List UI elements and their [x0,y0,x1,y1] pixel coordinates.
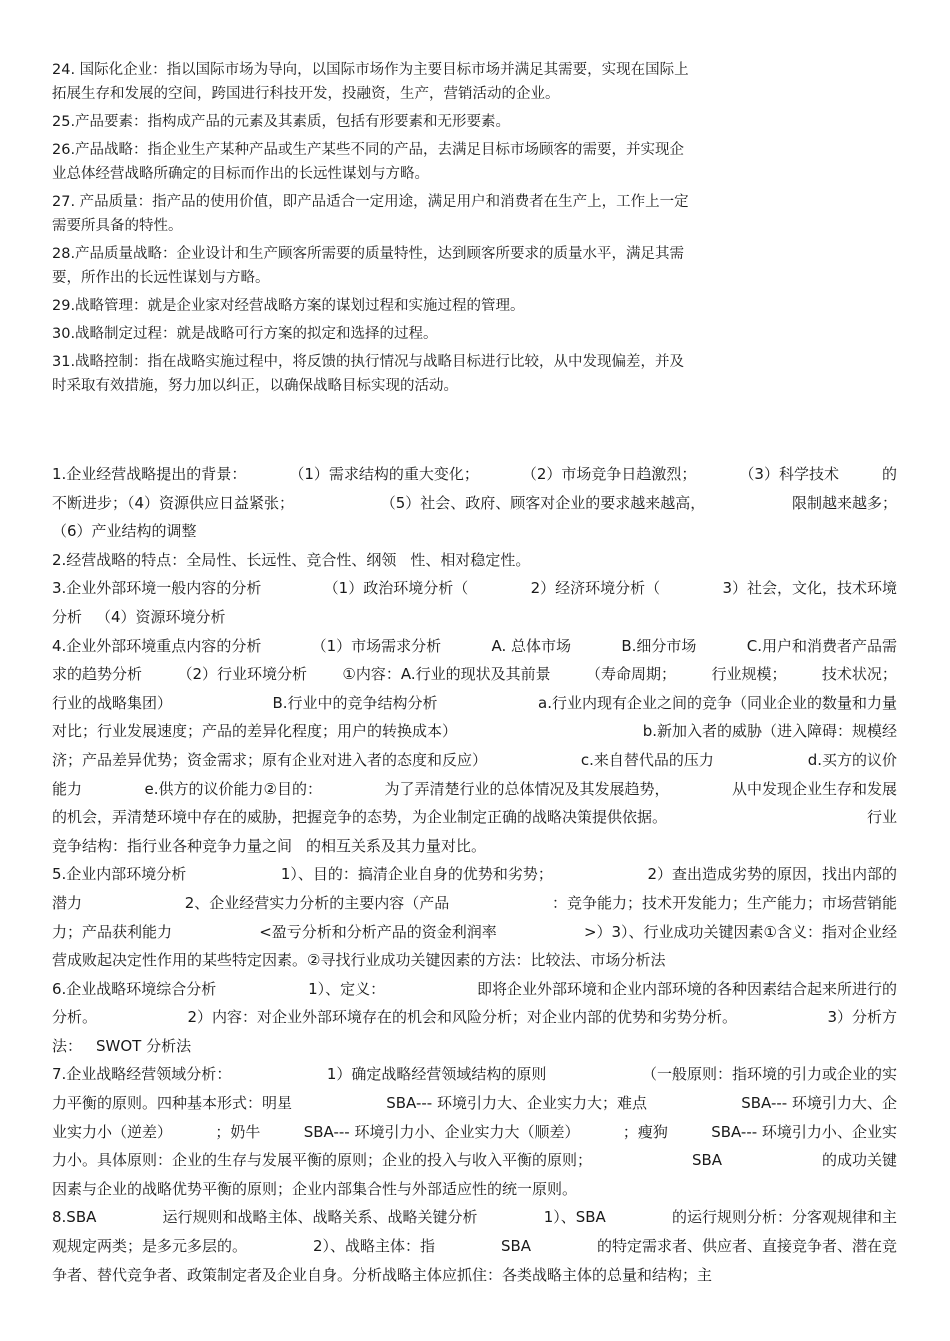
text-line [52,1032,897,1061]
text-segment: 1）、定义： [308,979,386,998]
text-segment: （6）产业结构的调整 [52,522,197,541]
text-line: 拓展生存和发展的空间，跨国进行科技开发，投融资，生产，营销活动的企业。 [52,86,560,102]
text-segment: （3）科学技术 [739,465,839,483]
text-line [52,717,897,746]
text-segment: B.细分市场 [621,636,697,655]
text-segment: 业实力小（逆差） [52,1122,173,1141]
text-segment: ①内容：A.行业的现状及其前景 [342,665,551,684]
text-segment: 行业 [866,808,897,827]
text-segment: （一般原则：指环境的引力或企业的实 [641,1065,897,1084]
question-paragraph [52,975,897,1061]
text-line: 时采取有效措施，努力加以纠正，以确保战略目标实现的活动。 [52,378,458,394]
text-line [52,746,897,775]
text-segment: d.买方的议价 [807,750,897,769]
text-line [52,460,897,489]
text-segment: 行业规模； [711,665,787,684]
text-segment: SBA--- 环境引力大、企 [741,1094,897,1113]
question-paragraph [52,574,897,631]
text-segment: 1.企业经营战略提出的背景： [52,465,247,483]
text-segment: 潜力 [52,893,83,912]
text-segment: 1）、SBA [543,1208,606,1227]
text-segment: ；瘦狗 [622,1122,668,1141]
text-line: 24. 国际化企业：指以国际市场为导向，以国际市场作为主要目标市场并满足其需要，实现在国际上 [52,62,689,78]
text-segment: 3）社会，文化，技术环境 [722,579,897,598]
definition-paragraph [52,294,822,318]
text-line [52,603,897,632]
text-segment: <盈亏分析和分析产品的资金利润率 [259,922,497,941]
text-segment: （2）行业环境分析 [177,665,307,684]
text-segment: 为了弄清楚行业的总体情况及其发展趋势， [384,779,670,798]
text-segment: ：竞争能力；技术开发能力；生产能力；市场营销能 [551,893,897,912]
text-line [52,775,897,804]
text-segment: 力；产品获利能力 [52,922,173,941]
definition-paragraph [52,138,822,186]
text-segment: B.行业中的竞争结构分析 [272,693,438,712]
text-line [52,946,897,975]
text-segment: 1）确定战略经营领域结构的原则 [326,1065,547,1084]
text-line [52,1003,897,1032]
text-line: 需要所具备的特性。 [52,218,183,234]
text-segment: 4.企业外部环境重点内容的分析 [52,636,262,655]
text-segment: 2）经济环境分析（ [530,579,661,598]
text-line [52,1175,897,1204]
text-line [52,489,897,518]
text-segment: 6.企业战略环境综合分析 [52,979,217,998]
text-segment: 竞争结构：指行业各种竞争力量之间 [52,836,293,855]
text-line [52,660,897,689]
text-segment: （2）市场竞争日趋激烈； [521,465,697,483]
text-segment: >）3）、行业成功关键因素①含义：指对企业经 [583,922,897,941]
text-line [52,1261,897,1290]
text-segment: e.供方的议价能力②目的： [144,779,322,798]
text-segment: 的运行规则分析：分客观规律和主 [671,1208,897,1227]
text-segment: 营成败起决定性作用的某些特定因素。②寻找行业成功关键因素的方法：比较法、市场分析法 [52,951,666,970]
text-segment: 力小。具体原则：企业的生存与发展平衡的原则；企业的投入与收入平衡的原则； [52,1151,593,1170]
text-segment: SBA--- 环境引力大、企业实力大；难点 [386,1094,647,1113]
text-segment: 观规定两类；是多元多层的。 [52,1237,248,1256]
text-line [52,1146,897,1175]
text-line [52,632,897,661]
text-segment: 的特定需求者、供应者、直接竞争者、潜在竞 [596,1237,897,1256]
text-line: 30.战略制定过程：就是战略可行方案的拟定和选择的过程。 [52,326,438,342]
question-paragraph [52,1203,897,1289]
text-segment: 济；产品差异优势；资金需求；原有企业对进入者的态度和反应） [52,750,488,769]
definition-paragraph [52,110,822,134]
text-segment: A. 总体市场 [491,636,572,655]
question-paragraph [52,460,897,546]
text-line [52,1060,897,1089]
text-line: 28.产品质量战略：企业设计和生产顾客所需要的质量特性，达到顾客所要求的质量水平，满足其需 [52,246,685,262]
text-segment: 7.企业战略经营领域分析： [52,1065,232,1084]
definition-paragraph [52,322,822,346]
text-line: 业总体经营战略所确定的目标而作出的长远性谋划与方略。 [52,166,429,182]
definition-paragraph [52,242,822,290]
text-segment: 行业的战略集团） [52,693,173,712]
text-segment: c.来自替代品的压力 [580,750,714,769]
text-segment: 运行规则和战略主体、战略关系、战略关键分析 [162,1208,478,1227]
text-segment: 2）查出造成劣势的原因，找出内部的 [647,865,897,884]
text-segment: 2、企业经营实力分析的主要内容（产品 [184,893,450,912]
text-segment: 技术状况； [821,665,897,684]
definitions-section [52,58,822,402]
text-segment: 3）分析方 [827,1008,897,1027]
question-paragraph [52,546,897,575]
text-line: 27. 产品质量：指产品的使用价值，即产品适合一定用途，满足用户和消费者在生产上，工作上一定 [52,194,689,210]
text-segment: 的相互关系及其力量对比。 [306,836,487,855]
text-segment: （4）资源环境分析 [96,607,226,626]
text-segment: ；奶牛 [215,1122,261,1141]
text-segment: a.行业内现有企业之间的竞争（同业企业的数量和力量 [538,693,897,712]
text-segment: b.新加入者的威胁（进入障碍：规模经 [642,722,897,741]
text-line [52,975,897,1004]
text-line [52,546,897,575]
text-segment: 3.企业外部环境一般内容的分析 [52,579,262,598]
definition-paragraph [52,190,822,238]
text-segment: 的机会，弄清楚环境中存在的威胁，把握竞争的态势，为企业制定正确的战略决策提供依据。 [52,808,668,827]
text-line: 要，所作出的长远性谋划与方略。 [52,270,270,286]
text-segment: 因素与企业的战略优势平衡的原则；企业内部集合性与外部适应性的统一原则。 [52,1179,578,1198]
questions-section [52,460,897,1289]
text-segment: 从中发现企业生存和发展 [731,779,897,798]
text-line [52,803,897,832]
text-segment: SBA--- 环境引力小、企业实力大（顺差） [303,1122,580,1141]
text-segment: （寿命周期； [586,665,677,684]
text-segment: C.用户和消费者产品需 [746,636,897,655]
text-line [52,1118,897,1147]
text-line [52,1203,897,1232]
text-segment: 力平衡的原则。四种基本形式：明星 [52,1094,293,1113]
text-line [52,889,897,918]
text-segment: 的成功关键 [821,1151,897,1170]
text-line [52,860,897,889]
text-segment: 性、相对稳定性。 [410,550,531,569]
text-segment: SBA [691,1151,723,1170]
text-segment: SBA--- 环境引力小、企业实 [711,1122,897,1141]
text-segment: （1）需求结构的重大变化； [289,465,479,483]
text-segment: SWOT 分析法 [96,1036,192,1055]
question-paragraph [52,1060,897,1203]
definition-paragraph [52,58,822,106]
text-line [52,918,897,947]
text-line [52,1089,897,1118]
text-line: 31.战略控制：指在战略实施过程中，将反馈的执行情况与战略目标进行比较，从中发现偏差，并及 [52,354,685,370]
text-segment: 分析。 [52,1008,98,1027]
text-segment: 不断进步；（4）资源供应日益紧张； [52,493,295,512]
text-line [52,517,897,546]
text-line: 29.战略管理：就是企业家对经营战略方案的谋划过程和实施过程的管理。 [52,298,525,314]
text-segment: 2）内容：对企业外部环境存在的机会和风险分析；对企业内部的优势和劣势分析。 [187,1008,738,1027]
text-segment: 的 [881,465,897,483]
text-segment: SBA [500,1237,532,1256]
text-segment: （5）社会、政府、顾客对企业的要求越来越高， [380,493,706,512]
text-segment: 法： [52,1036,83,1055]
text-segment: 求的趋势分析 [52,665,143,684]
text-line: 25.产品要素：指构成产品的元素及其素质，包括有形要素和无形要素。 [52,114,511,130]
text-segment: 争者、替代竞争者、政策制定者及企业自身。分析战略主体应抓住：各类战略主体的总量和结构；主 [52,1265,713,1284]
text-line [52,574,897,603]
question-paragraph [52,860,897,974]
question-paragraph [52,632,897,861]
text-line [52,1232,897,1261]
text-segment: 8.SBA [52,1208,97,1227]
text-segment: 分析 [52,607,83,626]
text-segment: （1）政治环境分析（ [323,579,469,598]
text-segment: 1）、目的：搞清企业自身的优势和劣势； [280,865,553,884]
text-line: 26.产品战略：指企业生产某种产品或生产某些不同的产品，去满足目标市场顾客的需要，并实现企 [52,142,685,158]
definition-paragraph [52,350,822,398]
text-segment: 对比；行业发展速度；产品的差异化程度；用户的转换成本） [52,722,458,741]
text-segment: 2.经营战略的特点：全局性、长远性、竞合性、纲领 [52,550,397,569]
text-segment: （1）市场需求分析 [311,636,442,655]
text-segment: 限制越来越多； [791,493,897,512]
text-segment: 能力 [52,779,83,798]
text-segment: 2）、战略主体：指 [312,1237,435,1256]
text-segment: 5.企业内部环境分析 [52,865,187,884]
text-line [52,689,897,718]
text-line [52,832,897,861]
text-segment: 即将企业外部环境和企业内部环境的各种因素结合起来所进行的 [476,979,897,998]
